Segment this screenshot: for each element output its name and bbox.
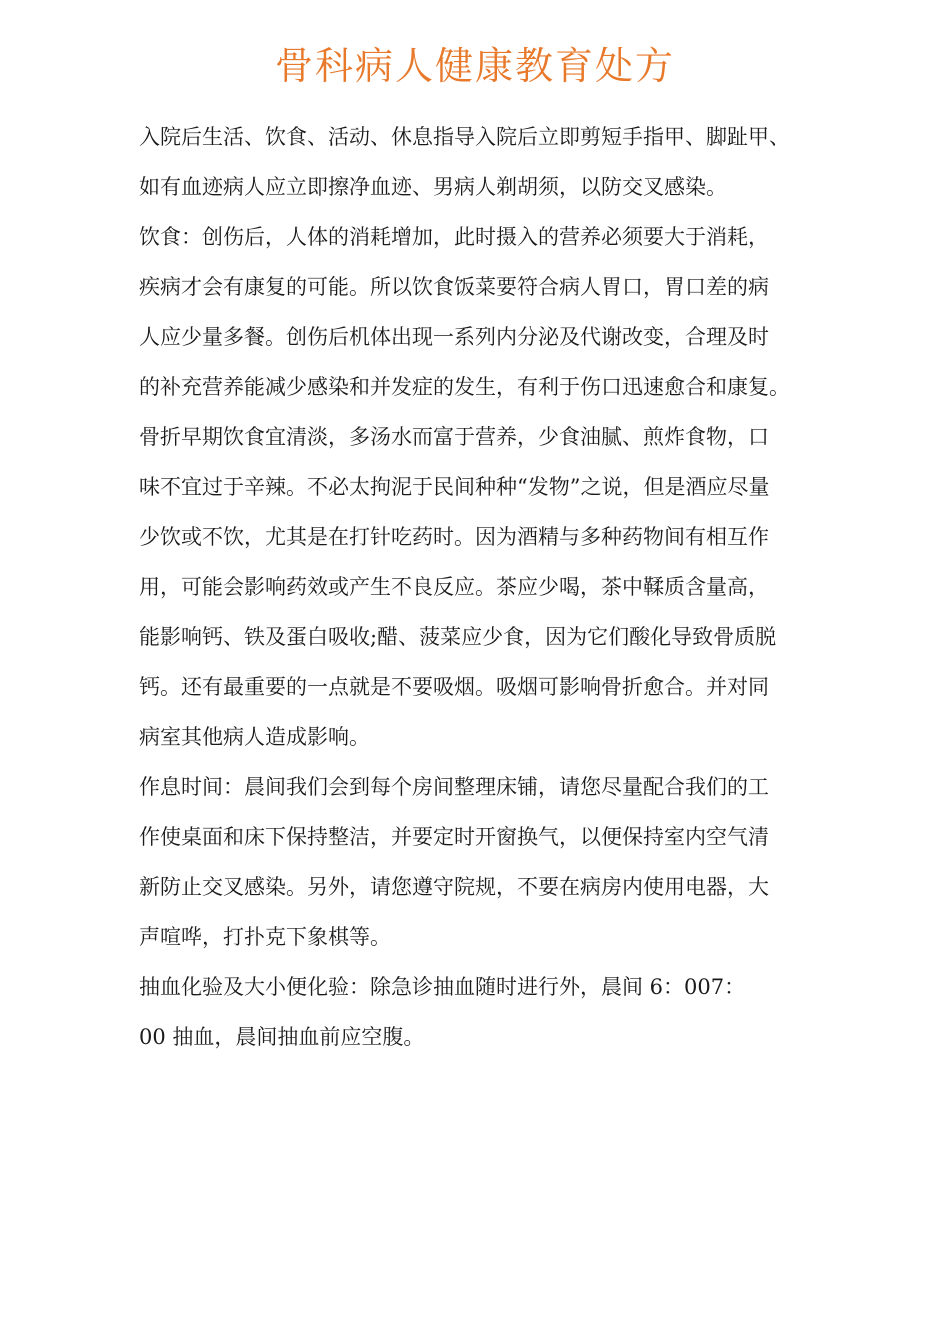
body-line: 骨折早期饮食宜清淡，多汤水而富于营养，少食油腻、煎炸食物，口 bbox=[139, 425, 769, 449]
body-line: 作使桌面和床下保持整洁，并要定时开窗换气，以便保持室内空气清 bbox=[139, 825, 769, 849]
body-line: 饮食：创伤后，人体的消耗增加，此时摄入的营养必须要大于消耗， bbox=[139, 225, 769, 249]
body-line: 新防止交叉感染。另外，请您遵守院规，不要在病房内使用电器，大 bbox=[139, 875, 769, 899]
body-line: 的补充营养能减少感染和并发症的发生，有利于伤口迅速愈合和康复。 bbox=[139, 375, 790, 399]
body-line: 00 抽血，晨间抽血前应空腹。 bbox=[139, 1025, 425, 1049]
body-line: 声喧哗，打扑克下象棋等。 bbox=[139, 925, 391, 949]
body-line: 病室其他病人造成影响。 bbox=[139, 725, 370, 749]
body-line: 作息时间：晨间我们会到每个房间整理床铺，请您尽量配合我们的工 bbox=[139, 775, 769, 799]
body-line: 抽血化验及大小便化验：除急诊抽血随时进行外，晨间 6：007： bbox=[139, 975, 746, 999]
body-line: 少饮或不饮，尤其是在打针吃药时。因为酒精与多种药物间有相互作 bbox=[139, 525, 769, 549]
body-line: 入院后生活、饮食、活动、休息指导入院后立即剪短手指甲、脚趾甲、 bbox=[139, 125, 790, 149]
body-line: 味不宜过于辛辣。不必太拘泥于民间种种“发物”之说，但是酒应尽量 bbox=[139, 475, 770, 499]
body-line: 能影响钙、铁及蛋白吸收;醋、菠菜应少食，因为它们酸化导致骨质脱 bbox=[139, 625, 777, 649]
body-line: 钙。还有最重要的一点就是不要吸烟。吸烟可影响骨折愈合。并对同 bbox=[139, 675, 769, 699]
body-line: 疾病才会有康复的可能。所以饮食饭菜要符合病人胃口，胃口差的病 bbox=[139, 275, 769, 299]
document-body bbox=[139, 112, 829, 1062]
body-line: 用，可能会影响药效或产生不良反应。茶应少喝，茶中鞣质含量高， bbox=[139, 575, 769, 599]
document-title: 骨科病人健康教育处方 bbox=[274, 44, 675, 88]
body-line: 如有血迹病人应立即擦净血迹、男病人剃胡须，以防交叉感染。 bbox=[139, 175, 727, 199]
body-line: 人应少量多餐。创伤后机体出现一系列内分泌及代谢改变，合理及时 bbox=[139, 325, 769, 349]
